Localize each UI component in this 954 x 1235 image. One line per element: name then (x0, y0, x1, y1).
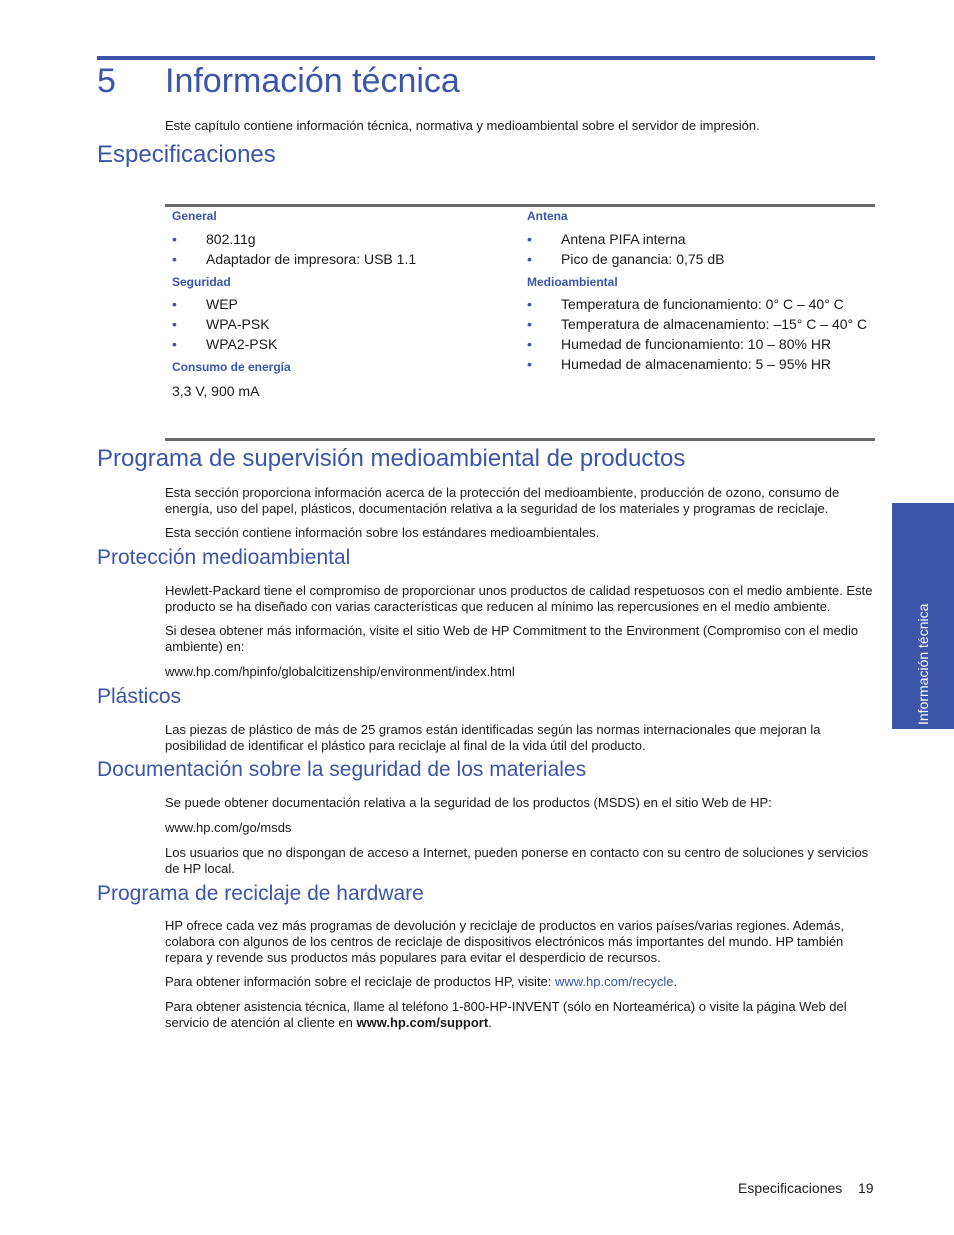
spec-head-medioambiental: Medioambiental (527, 275, 618, 289)
page-number: 19 (858, 1180, 874, 1196)
protection-paragraph-1: Hewlett-Packard tiene el compromiso de proporcionar unos productos de calidad respetuosos con el medio ambiente. Este producto se ha diseñado con varias características que reducen al mínimo las repercusiones en el medio ambiente. (165, 583, 873, 614)
list-item: • WPA-PSK (172, 316, 270, 332)
plastics-heading: Plásticos (97, 685, 182, 708)
specs-right-column (527, 209, 875, 374)
specs-top-rule (165, 204, 875, 207)
spec-power-value: 3,3 V, 900 mA (172, 383, 260, 399)
protection-url[interactable]: www.hp.com/hpinfo/globalcitizenship/environment/index.html (165, 664, 515, 679)
list-item: • Pico de ganancia: 0,75 dB (527, 251, 725, 267)
spec-head-antena: Antena (527, 209, 568, 223)
chapter-number: 5 (97, 62, 116, 100)
msds-url[interactable]: www.hp.com/go/msds (165, 820, 292, 835)
recycling-paragraph-1: HP ofrece cada vez más programas de devolución y reciclaje de productos en varios países/varias regiones. Además, colabora con algunos de los centros de reciclaje de dispositivos electrónicos más importantes del mundo. HP también repara y revende sus productos más populares para evitar el desperdicio de recursos. (165, 918, 845, 965)
specs-bottom-rule (165, 438, 875, 441)
recycling-paragraph-2: Para obtener información sobre el reciclaje de productos HP, visite: www.hp.com/recycle. (165, 974, 678, 989)
specs-heading: Especificaciones (97, 141, 276, 168)
list-item: • WEP (172, 296, 238, 312)
msds-paragraph-1: Se puede obtener documentación relativa a la seguridad de los productos (MSDS) en el sitio Web de HP: (165, 795, 772, 810)
recycle-link[interactable]: www.hp.com/recycle (554, 974, 674, 989)
env-program-paragraph-2: Esta sección contiene información sobre los estándares medioambientales. (165, 525, 600, 540)
side-tab-label: Información técnica (915, 603, 931, 725)
chapter-intro: Este capítulo contiene información técnica, normativa y medioambiental sobre el servidor de impresión. (165, 118, 760, 133)
list-item: • Humedad de almacenamiento: 5 – 95% HR (527, 356, 832, 372)
list-item: • 802.11g (172, 231, 256, 247)
spec-head-seguridad: Seguridad (172, 275, 231, 289)
footer-section: Especificaciones (738, 1180, 843, 1196)
env-program-paragraph-1: Esta sección proporciona información acerca de la protección del medioambiente, producción de ozono, consumo de energía, uso del papel, plásticos, documentación relativa a la seguridad de los materiales y programas de reciclaje. (165, 485, 840, 516)
chapter-title: Información técnica (165, 62, 460, 100)
list-item: • Temperatura de almacenamiento: –15° C – 40° C (527, 316, 868, 332)
list-item: • Temperatura de funcionamiento: 0° C – 40° C (527, 296, 844, 312)
recycling-heading: Programa de reciclaje de hardware (97, 882, 424, 905)
side-tab (892, 503, 954, 729)
recycling-paragraph-3: Para obtener asistencia técnica, llame al teléfono 1-800-HP-INVENT (sólo en Norteamérica) o visite la página Web del servicio de atención al cliente en www.hp.com/support. (165, 999, 847, 1030)
msds-heading: Documentación sobre la seguridad de los materiales (97, 758, 587, 781)
list-item: • Adaptador de impresora: USB 1.1 (172, 251, 417, 267)
list-item: • WPA2-PSK (172, 336, 278, 352)
list-item: • Antena PIFA interna (527, 231, 686, 247)
protection-paragraph-2: Si desea obtener más información, visite el sitio Web de HP Commitment to the Environment (Compromiso con el medio ambiente) en: (165, 623, 859, 654)
spec-head-general: General (172, 209, 217, 223)
msds-paragraph-2: Los usuarios que no dispongan de acceso a Internet, pueden ponerse en contacto con su centro de soluciones y servicios de HP local. (165, 845, 869, 876)
specs-left-column (172, 209, 512, 399)
list-item: • Humedad de funcionamiento: 10 – 80% HR (527, 336, 832, 352)
plastics-paragraph: Las piezas de plástico de más de 25 gramos están identificadas según las normas internacionales que mejoran la posibilidad de identificar el plástico para reciclaje al final de la vida útil del producto. (165, 722, 821, 753)
support-link[interactable]: www.hp.com/support (356, 1015, 489, 1030)
env-program-heading: Programa de supervisión medioambiental de productos (97, 445, 686, 472)
spec-head-consumo: Consumo de energía (172, 360, 291, 374)
protection-heading: Protección medioambiental (97, 546, 351, 569)
top-rule (97, 56, 875, 60)
